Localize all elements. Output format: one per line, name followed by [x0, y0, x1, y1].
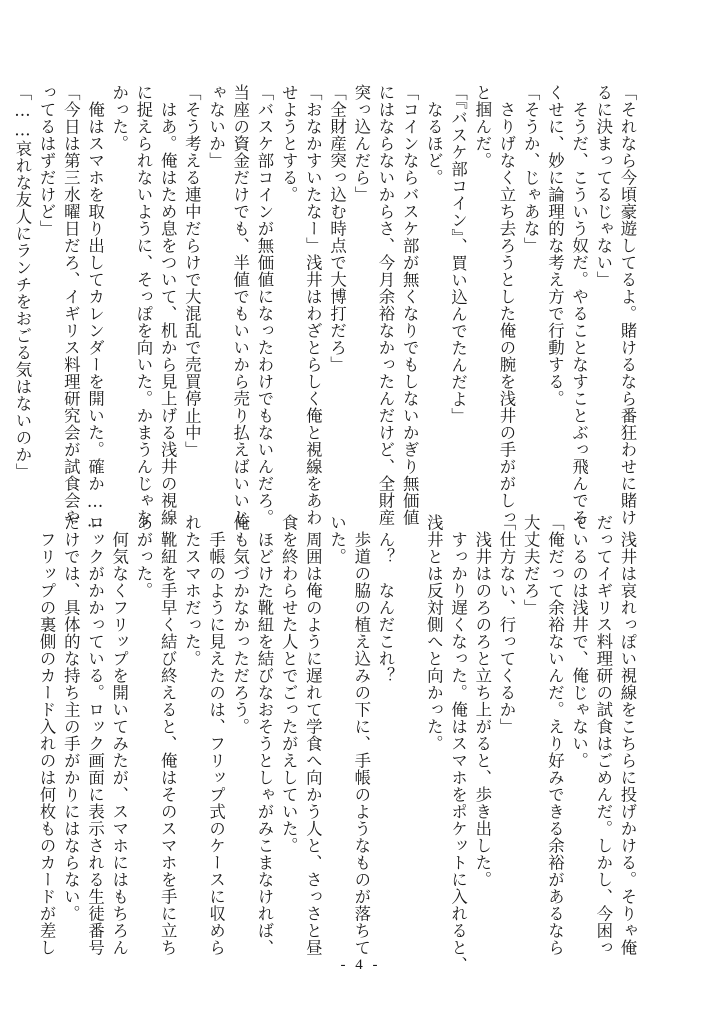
- text-line: るに決まってるじゃない」: [593, 84, 613, 288]
- text-line: れたスマホだった。: [182, 514, 202, 667]
- text-line: に捉えられないように、そっぽを向いた。かまうんじゃな: [133, 84, 153, 526]
- text-line: 「それなら今頃豪遊してるよ。賭けるなら番狂わせに賭け: [618, 84, 637, 526]
- text-line: はあ。俺はため息をついて、机から見上げる浅井の視線: [158, 84, 178, 526]
- text-line: [397, 514, 421, 924]
- text-line: 浅井はのろのろと立ち上がると、歩き出した。: [472, 514, 492, 888]
- text-line: 突っ込んだら」: [351, 84, 371, 203]
- text-line: せようとする。: [279, 84, 299, 203]
- text-line: だってイギリス料理研の試食はごめんだ。しかし、今困っ: [593, 514, 613, 956]
- text-line: 「……哀れな友人にランチをおごる気はないのか」: [12, 84, 32, 481]
- page-number: - 4 -: [340, 957, 381, 973]
- text-line: すっかり遅くなった。俺はスマホをポケットに入れると、: [448, 514, 468, 973]
- text-line: 俺も気づかなかっただろう。: [230, 514, 250, 735]
- text-line: さりげなく立ち去ろうとした俺の腕を浅井の手ががしっ: [496, 84, 516, 526]
- text-line: 「バスケ部コインが無価値になったわけでもないんだろ。: [254, 84, 274, 526]
- text-line: 大丈夫だろ」: [521, 514, 541, 616]
- text-line: 食を終わらせた人とでごったがえしていた。: [279, 514, 299, 854]
- text-line: ってるはずだけど」: [37, 84, 57, 237]
- text-line: 浅井は哀れっぽい視線をこちらに投げかける。そりゃ俺: [618, 514, 637, 956]
- text-line: 「今日は第三水曜日だろ、イギリス料理研究会が試食会や: [61, 84, 81, 526]
- text-line: 「仕方ない、行ってくるか」: [496, 514, 516, 735]
- text-line: ゃないか」: [206, 84, 226, 169]
- text-line: 周囲は俺のように遅れて学食へ向かう人と、さっさと昼: [303, 514, 323, 956]
- text-block-bottom: [34, 514, 639, 973]
- text-line: 何気なくフリップを開いてみたが、スマホにはもちろん: [109, 514, 129, 956]
- text-line: にはならないからさ、今月余裕なかったんだけど、全財産: [375, 84, 395, 526]
- text-line: 当座の資金だけでも、半値でもいいから売り払えばいいじ: [230, 84, 250, 526]
- text-line: 歩道の脇の植え込みの下に、手帳のようなものが落ちて: [351, 514, 371, 956]
- text-line: 「『バスケ部コイン』、買い込んでたんだよ」: [448, 84, 468, 425]
- text-line: あがった。: [133, 514, 153, 599]
- text-line: 「そう考える連中だらけで大混乱で売買停止中」: [182, 84, 202, 458]
- text-line: ているのは浅井で、俺じゃない。: [569, 514, 589, 769]
- text-line: 「そうか、じゃあな」: [521, 84, 541, 254]
- text-line: かった。: [109, 84, 129, 152]
- text-line: ほどけた靴紐を結びなおそうとしゃがみこまなければ、: [254, 514, 274, 956]
- text-line: なるほど。: [424, 84, 444, 186]
- text-line: ん？ なんだこれ？: [375, 514, 395, 684]
- text-line: 「全財産突っ込む時点で大博打だろ」: [327, 84, 347, 373]
- text-line: 浅井とは反対側へと向かった。: [424, 514, 444, 752]
- text-line: 「俺だって余裕ないんだ。えり好みできる余裕があるなら: [545, 514, 565, 956]
- text-line: いた。: [327, 514, 347, 565]
- text-line: 「おなかすいたなー」浅井はわざとらしく俺と視線をあわ: [303, 84, 323, 526]
- text-line: 「コインならバスケ部が無くなりでもしないかぎり無価値: [400, 84, 420, 526]
- text-line: フリップの裏側のカード入れのは何枚ものカードが差し: [37, 514, 57, 956]
- text-line: 手帳のように見えたのは、フリップ式のケースに収めら: [206, 514, 226, 956]
- text-line: だけでは、具体的な持ち主の手がかりにはならない。: [61, 514, 81, 922]
- text-line: 俺はスマホを取り出してカレンダーを開いた。確か……: [85, 84, 105, 532]
- text-line: ロックがかかっている。ロック画面に表示される生徒番号: [85, 514, 105, 956]
- text-line: くせに、妙に論理的な考え方で行動する。: [545, 84, 565, 407]
- text-line: と掴んだ。: [472, 84, 492, 169]
- text-line: そうだ、こういう奴だ。やることなすことぶっ飛んでる: [569, 84, 589, 526]
- text-line: 靴紐を手早く結び終えると、俺はそのスマホを手に立ち: [158, 514, 178, 956]
- text-block-top: [10, 84, 639, 532]
